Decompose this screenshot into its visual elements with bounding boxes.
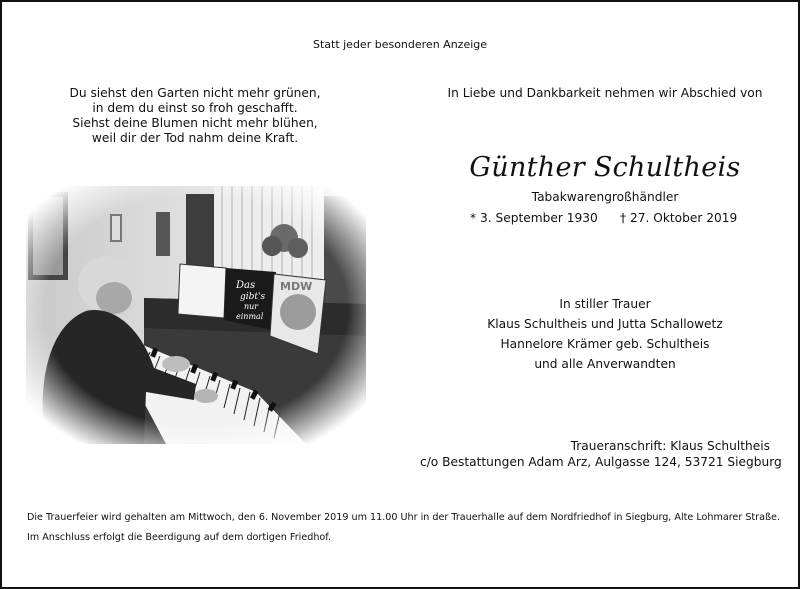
address-line: c/o Bestattungen Adam Arz, Aulgasse 124, 53721 Siegburg [420, 455, 782, 469]
poem-line: weil dir der Tod nahm deine Kraft. [91, 131, 299, 145]
deceased-profession: Tabakwarengroßhändler [531, 190, 679, 204]
poem-line: in dem du einst so froh geschafft. [92, 101, 298, 115]
funeral-line: Die Trauerfeier wird gehalten am Mittwoch, den 6. November 2019 um 11.00 Uhr in der Trauerhalle auf dem Nordfriedhof in Siegburg, Alte Lohmarer Straße. [27, 512, 780, 523]
birth-date: * 3. September 1930 [470, 211, 598, 225]
poem [40, 86, 350, 146]
funeral-details [27, 508, 780, 548]
mourner-line: Hannelore Krämer geb. Schultheis [500, 337, 710, 351]
mourner-line: und alle Anverwandten [534, 357, 676, 371]
piano-photo [26, 186, 366, 444]
address-line: Traueranschrift: Klaus Schultheis [570, 439, 770, 453]
poem-line: Du siehst den Garten nicht mehr grünen, [69, 86, 321, 100]
mourner-line: Klaus Schultheis und Jutta Schallowetz [487, 317, 723, 331]
mourners [420, 294, 790, 374]
mourning-address [420, 438, 800, 470]
funeral-line: Im Anschluss erfolgt die Beerdigung auf dem dortigen Friedhof. [27, 532, 332, 543]
mourners-heading: In stiller Trauer [559, 297, 651, 311]
notice-heading: Statt jeder besonderen Anzeige [312, 38, 488, 51]
poem-line: Siehst deine Blumen nicht mehr blühen, [72, 116, 318, 130]
death-date: † 27. Oktober 2019 [620, 211, 738, 225]
deceased-name: Günther Schultheis [469, 152, 741, 183]
farewell-intro: In Liebe und Dankbarkeit nehmen wir Abschied von [447, 86, 763, 100]
